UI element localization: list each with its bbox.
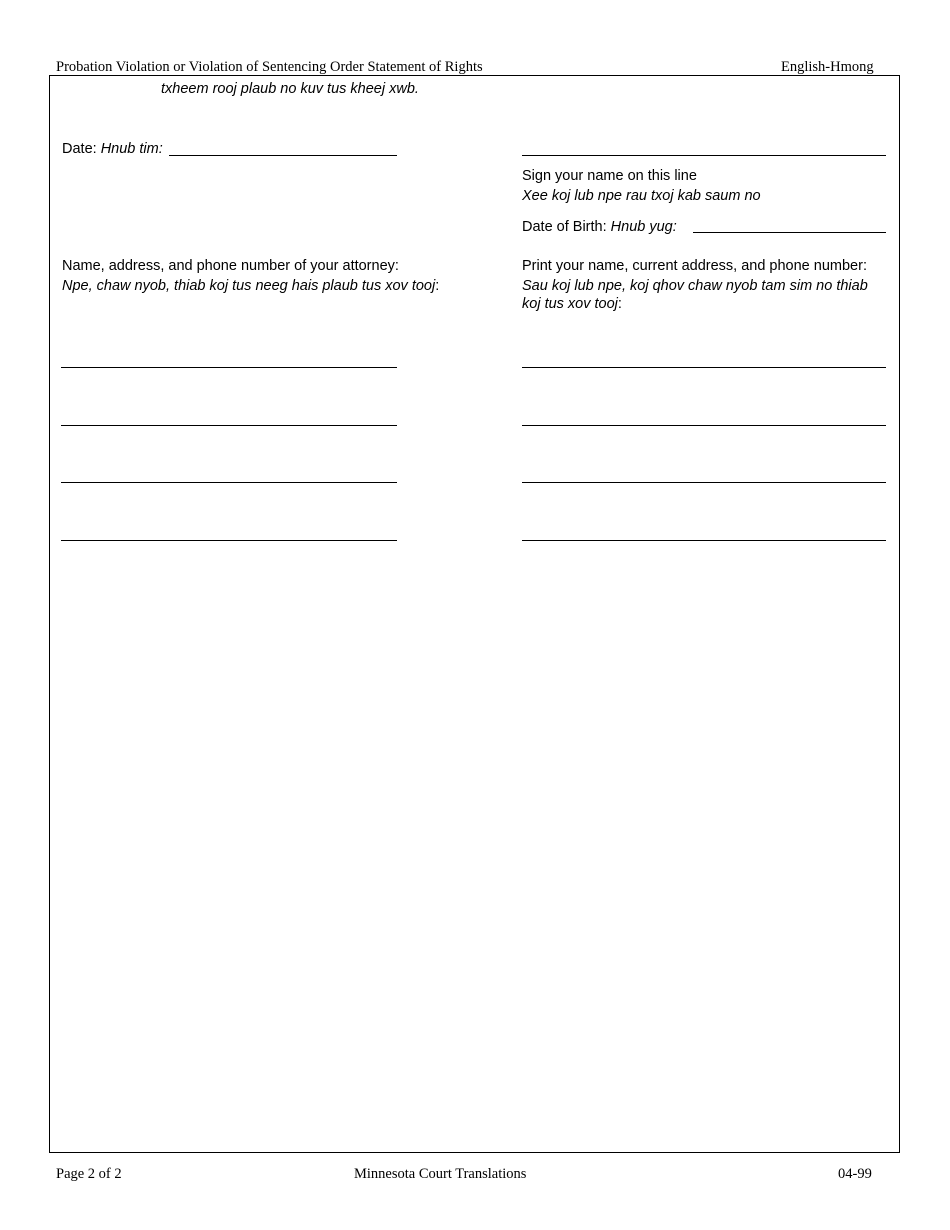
form-title: Probation Violation or Violation of Sentencing Order Statement of Rights: [56, 59, 483, 75]
defendant-label-hm-1: Sau koj lub npe, koj qhov chaw nyob tam sim no thiab: [522, 278, 868, 294]
dob-input-line[interactable]: [693, 232, 886, 233]
continuation-text: txheem rooj plaub no kuv tus kheej xwb.: [161, 81, 419, 97]
date-label-hm: Hnub tim:: [100, 141, 163, 157]
form-code: 04-99: [838, 1166, 872, 1182]
defendant-line-4[interactable]: [522, 540, 886, 541]
date-label: [62, 140, 163, 159]
attorney-label-hm-text: Npe, chaw nyob, thiab koj tus neeg hais plaub tus xov tooj: [62, 278, 436, 294]
signature-label-hm: Xee koj lub npe rau txoj kab saum no: [522, 188, 761, 204]
attorney-line-3[interactable]: [61, 482, 397, 483]
defendant-line-2[interactable]: [522, 425, 886, 426]
attorney-line-1[interactable]: [61, 367, 397, 368]
defendant-line-1[interactable]: [522, 367, 886, 368]
dob-label-en: Date of Birth:: [522, 219, 607, 235]
attorney-label-colon: :: [435, 278, 440, 294]
defendant-line-3[interactable]: [522, 482, 886, 483]
footer-org: Minnesota Court Translations: [354, 1166, 527, 1182]
attorney-line-2[interactable]: [61, 425, 397, 426]
dob-label-hm: Hnub yug:: [610, 219, 677, 235]
attorney-line-4[interactable]: [61, 540, 397, 541]
date-input-line[interactable]: [169, 155, 397, 156]
date-label-en: Date:: [62, 141, 97, 157]
attorney-label-en: Name, address, and phone number of your attorney:: [62, 258, 399, 274]
dob-label: [522, 218, 677, 237]
language-label: English-Hmong: [781, 59, 874, 75]
form-frame: [49, 75, 900, 1153]
signature-line[interactable]: [522, 155, 886, 156]
defendant-label-hm-2: [522, 295, 622, 314]
defendant-label-colon: :: [617, 296, 622, 312]
page-number: Page 2 of 2: [56, 1166, 122, 1182]
signature-label-en: Sign your name on this line: [522, 168, 697, 184]
defendant-label-hm-2-text: koj tus xov tooj: [522, 296, 618, 312]
defendant-label-en: Print your name, current address, and phone number:: [522, 258, 867, 274]
attorney-label-hm: [62, 277, 439, 296]
